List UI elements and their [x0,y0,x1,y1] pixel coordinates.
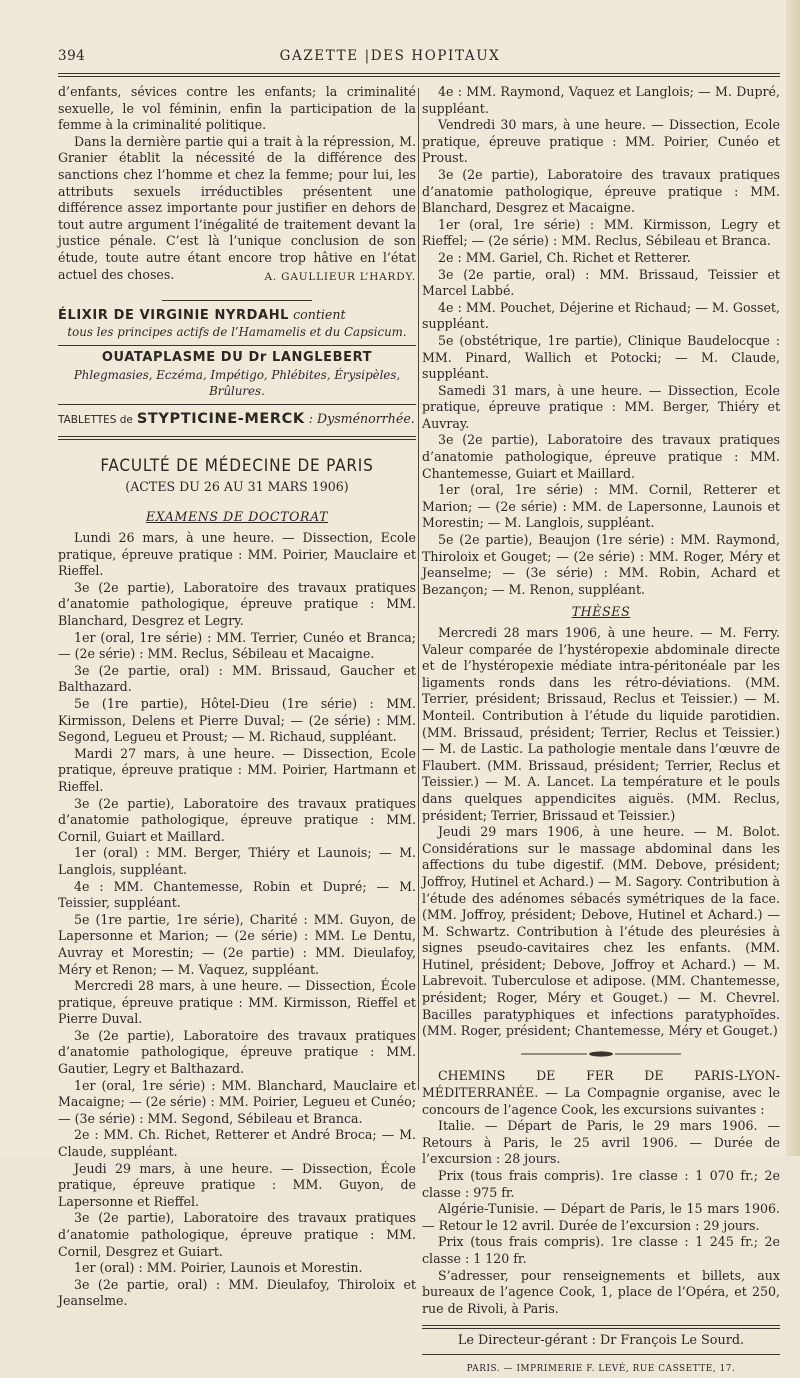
theses-entry: Jeudi 29 mars 1906, à une heure. — M. Bolot. Considérations sur le massage abdominal dans les affections du tube digestif. (MM. Debove, président; Joffroy, Hutinel et Achard.) — M. Sagory. Contribution à l’étude des adénomes sébacés symétriques de la face. (MM. Joffroy, président; Debove, Hutinel et Achard.) — M. Schwartz. Contribution à l’étude des pleurésies à signes pseudo-cavitaires chez les enfants. (MM. Hutinel, président; Debove, Joffroy et Achard.) — M. Labrevoit. Tuberculose et adipose. (MM. Chantemesse, président; Roger, Méry et Gouget.) — M. Chevrel. Bacilles paratyphiques et infections paratyphoïdes. (MM. Roger, président; Chantemesse, Méry et Gouget.) [422,824,780,1039]
ad-title: ÉLIXIR DE VIRGINIE NYRDAHL [58,307,290,323]
section-rule [58,436,416,440]
exam-entry: 5e (1re partie), Hôtel-Dieu (1re série) : MM. Kirmisson, Delens et Pierre Duval; — (2e série) : MM. Segond, Legueu et Proust; — M. Richaud, suppléant. [58,696,416,745]
exam-entry: Jeudi 29 mars, à une heure. — Dissection, École pratique, épreuve pratique : MM. Guyon, de Lapersonne et Rieffel. [58,1160,416,1209]
header-rule [58,73,780,74]
ad-title: STYPTICINE-MERCK [136,410,305,427]
exam-entry: 3e (2e partie), Laboratoire des travaux pratiques d’anatomie pathologique, épreuve pratique : MM. Cornil, Desgrez et Guiart. [58,1210,416,1259]
railway-notice: Italie. — Départ de Paris, le 29 mars 1906. — Retours à Paris, le 25 avril 1906. — Durée de l’excursion : 28 jours. [422,1118,780,1167]
author-signature: A. GAULLIEUR L’HARDY. [264,271,416,284]
ad-elixir [58,307,416,341]
ad-tail: contient [293,306,346,322]
right-column [422,84,780,1378]
ornament-divider [422,1046,780,1063]
intro-paragraph: d’enfants, sévices contre les enfants; la criminalité sexuelle, le vol féminin, enfin la participation de la femme à la criminalité politique. [58,84,416,133]
separator [162,300,312,301]
exam-entry: 3e (2e partie), Laboratoire des travaux pratiques d’anatomie pathologique, épreuve pratique : MM. Gautier, Legry et Balthazard. [58,1027,416,1077]
footer-rule [422,1325,780,1329]
director-signature: Le Directeur-gérant : Dr François Le Sourd. [457,1333,745,1349]
exam-entry: 4e : MM. Pouchet, Déjerine et Richaud; — M. Gosset, suppléant. [422,299,780,332]
exam-entry: 3e (2e partie, oral) : MM. Brissaud, Teissier et Marcel Labbé. [422,266,780,299]
railway-notice: Prix (tous frais compris). 1re classe : 1 245 fr.; 2e classe : 1 120 fr. [422,1234,780,1266]
exam-entry: 4e : MM. Raymond, Vaquez et Langlois; — M. Dupré, suppléant. [422,84,780,116]
journal-title: GAZETTE |DES HOPITAUX [279,48,501,64]
railway-notice: Prix (tous frais compris). 1re classe : 1 070 fr.; 2e classe : 975 fr. [422,1168,780,1200]
exam-entry: 1er (oral, 1re série) : MM. Kirmisson, Legry et Rieffel; — (2e série) : MM. Reclus, Sébileau et Branca. [422,216,780,249]
exam-entry: 3e (2e partie, oral) : MM. Brissaud, Gaucher et Balthazard. [58,662,416,695]
exam-entry: 1er (oral, 1re série) : MM. Cornil, Retterer et Marion; — (2e série) : MM. de Lapersonne, Launois et Morestin; — M. Langlois, suppléant. [422,482,780,531]
exam-entry: 5e (1re partie, 1re série), Charité : MM. Guyon, de Lapersonne et Marion; — (2e série) : MM. Le Dentu, Auvray et Morestin; — (2e partie) : MM. Dieulafoy, Méry et Renon; — M. Vaquez, suppléant. [58,911,416,977]
theses-entry: Mercredi 28 mars 1906, à une heure. — M. Ferry. Valeur comparée de l’hystéropexie abdominale directe et de l’hystéropexie médiate intra-péritonéale par les ligaments ronds dans les rétro-déviations. (MM. Terrier, président; Brissaud, Reclus et Teissier.) — M. Monteil. Contribution à l’étude du liquide parotidien. (MM. Brissaud, président; Terrier, Reclus et Teissier.) — M. de Lastic. La pathologie mentale dans l’œuvre de Flaubert. (MM. Brissaud, président; Terrier, Reclus et Teissier.) — M. A. Lancet. La température et le pouls dans quelques appendicites aiguës. (MM. Reclus, président; Terrier, Brissaud et Teissier.) [422,625,780,823]
exam-entry: 3e (2e partie), Laboratoire des travaux pratiques d’anatomie pathologique, épreuve pratique : MM. Cornil, Guiart et Maillard. [58,795,416,844]
exam-entry: 3e (2e partie), Laboratoire des travaux pratiques d’anatomie pathologique, épreuve pratique : MM. Blanchard, Desgrez et Legry. [58,579,416,629]
exam-entry: 1er (oral, 1re série) : MM. Terrier, Cunéo et Branca; — (2e série) : MM. Reclus, Sébileau et Macaigne. [58,629,416,662]
exam-entry: 2e : MM. Gariel, Ch. Richet et Retterer. [438,249,691,265]
exam-entry: 1er (oral) : MM. Poirier, Launois et Morestin. [74,1260,363,1276]
exam-entry: 3e (2e partie), Laboratoire des travaux pratiques d’anatomie pathologique, épreuve pratique : MM. Blanchard, Desgrez et Macaigne. [422,166,780,216]
theses-heading: THÈSES [571,604,631,620]
intro-paragraph: Dans la dernière partie qui a trait à la répression, M. Granier établit la nécessité de la différence des sanctions chez l’homme et chez la femme; pour lui, les attributs sexuels irréductibles présentent une différence assez importante pour justifier en dehors de tout autre argument l’inégalité de traitement devant la justice pénale. C’est là l’unique conclusion de son étude, toute autre étant encore trop hâtive en l’état actuel des choses. [58,133,416,282]
exam-entry: 5e (2e partie), Beaujon (1re série) : MM. Raymond, Thiroloix et Gouget; — (2e série) : MM. Roger, Méry et Jeanselme; — (3e série) : MM. Robin, Achard et Bezançon; — M. Renon, suppléant. [422,532,780,597]
faculty-subtitle: (ACTES DU 26 AU 31 MARS 1906) [125,478,349,494]
page-edge [786,0,800,1156]
section-heading: EXAMENS DE DOCTORAT [145,509,329,525]
exam-entry: Mercredi 28 mars, à une heure. — Dissection, École pratique, épreuve pratique : MM. Kirmisson, Rieffel et Pierre Duval. [58,978,416,1027]
ad-tail: : Dysménorrhée. [308,410,415,426]
header-rule-2 [58,76,780,77]
printer-imprint: PARIS. — IMPRIMERIE F. LEVÉ, RUE CASSETTE, 17. [466,1363,736,1374]
footer-rule [422,1354,780,1355]
ad-title: OUATAPLASME DU Dr LANGLEBERT [101,349,373,365]
exam-entry: Mardi 27 mars, à une heure. — Dissection, Ecole pratique, épreuve pratique : MM. Poirier, Hartmann et Rieffel. [58,745,416,794]
faculty-title: FACULTÉ DE MÉDECINE DE PARIS [100,456,374,477]
ad-rule [58,345,416,346]
exam-entry: 3e (2e partie, oral) : MM. Dieulafoy, Thiroloix et Jeanselme. [58,1276,416,1309]
exam-entry: 2e : MM. Ch. Richet, Retterer et André Broca; — M. Claude, suppléant. [58,1127,416,1160]
exam-entry: 5e (obstétrique, 1re partie), Clinique Baudelocque : MM. Pinard, Wallich et Potocki; — M. Claude, suppléant. [422,332,780,382]
exam-entry: 3e (2e partie), Laboratoire des travaux pratiques d’anatomie pathologique, épreuve pratique : MM. Chantemesse, Guiart et Maillard. [422,432,780,481]
ad-subtitle: tous les principes actifs de l’Hamamelis et du Capsicum. [67,325,407,340]
page-number: 394 [58,48,86,64]
exam-entry: 1er (oral) : MM. Berger, Thiéry et Launois; — M. Langlois, suppléant. [58,845,416,877]
railway-notice: Algérie-Tunisie. — Départ de Paris, le 15 mars 1906. — Retour le 12 avril. Durée de l’excursion : 29 jours. [422,1201,780,1233]
ad-ouataplasme [58,350,416,400]
ad-stypticine [58,411,416,429]
ad-subtitle: Phlegmasies, Eczéma, Impétigo, Phlébites, Érysipèles, Brûlures. [73,367,401,399]
ad-lead: TABLETTES de [58,413,133,426]
exam-entry: Vendredi 30 mars, à une heure. — Dissection, Ecole pratique, épreuve pratique : MM. Poirier, Cunéo et Proust. [422,117,780,166]
ad-rule [58,404,416,405]
railway-notice: CHEMINS DE FER DE PARIS-LYON-MÉDITERRANÉE. — La Compagnie organise, avec le concours de l’agence Cook, les excursions suivantes : [422,1068,780,1117]
exam-entry: Samedi 31 mars, à une heure. — Dissection, Ecole pratique, épreuve pratique : MM. Berger, Thiéry et Auvray. [422,382,780,431]
exam-entry: 1er (oral, 1re série) : MM. Blanchard, Mauclaire et Macaigne; — (2e série) : MM. Poirier, Legueu et Cunéo; — (3e série) : MM. Segond, Sébileau et Branca. [58,1077,416,1126]
left-column [58,84,416,1310]
railway-notice: S’adresser, pour renseignements et billets, aux bureaux de l’agence Cook, 1, place de l’Opéra, et 250, rue de Rivoli, à Paris. [422,1267,780,1316]
exam-entry: 4e : MM. Chantemesse, Robin et Dupré; — M. Teissier, suppléant. [58,878,416,911]
column-divider [418,88,419,1090]
exam-entry: Lundi 26 mars, à une heure. — Dissection, Ecole pratique, épreuve pratique : MM. Poirier, Mauclaire et Rieffel. [58,530,416,579]
